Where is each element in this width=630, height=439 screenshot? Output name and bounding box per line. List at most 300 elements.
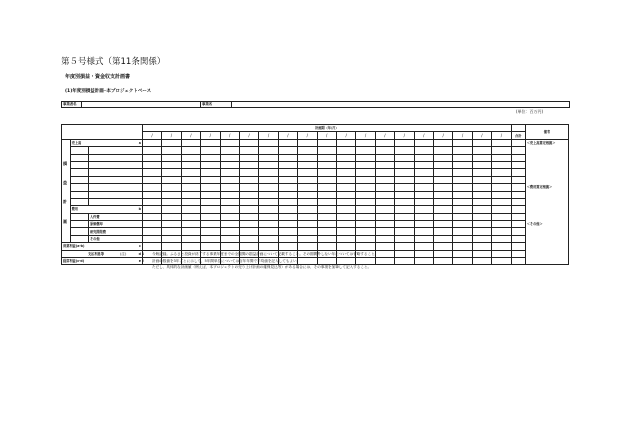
value-cell[interactable] (181, 235, 200, 242)
value-cell[interactable] (220, 213, 239, 220)
value-cell[interactable] (492, 176, 512, 183)
value-cell[interactable] (492, 198, 512, 205)
value-cell[interactable] (259, 191, 278, 198)
period-cell[interactable]: / (336, 132, 355, 139)
value-cell[interactable] (317, 147, 336, 154)
value-cell[interactable] (162, 139, 181, 146)
value-cell[interactable] (162, 243, 181, 250)
value-cell[interactable] (317, 169, 336, 176)
value-cell[interactable] (298, 147, 317, 154)
period-cell[interactable]: / (181, 132, 200, 139)
value-cell[interactable] (220, 154, 239, 161)
period-cell[interactable]: / (375, 132, 394, 139)
value-cell[interactable] (433, 235, 452, 242)
value-cell[interactable] (414, 198, 433, 205)
remarks-cell[interactable]: ＜売上高算定根拠＞ (525, 139, 568, 146)
value-cell[interactable] (298, 213, 317, 220)
total-cell[interactable] (511, 221, 525, 228)
value-cell[interactable] (336, 147, 355, 154)
value-cell[interactable] (433, 169, 452, 176)
value-cell[interactable] (375, 176, 394, 183)
value-cell[interactable] (395, 213, 414, 220)
value-cell[interactable] (433, 221, 452, 228)
value-cell[interactable] (336, 228, 355, 235)
value-cell[interactable] (395, 184, 414, 191)
value-cell[interactable] (472, 250, 491, 257)
value-cell[interactable] (259, 243, 278, 250)
value-cell[interactable] (278, 243, 297, 250)
period-cell[interactable]: / (317, 132, 336, 139)
value-cell[interactable] (453, 161, 472, 168)
value-cell[interactable] (317, 184, 336, 191)
value-cell[interactable] (278, 198, 297, 205)
period-cell[interactable]: / (395, 132, 414, 139)
remarks-cell[interactable] (525, 176, 568, 183)
value-cell[interactable] (162, 235, 181, 242)
value-cell[interactable] (181, 176, 200, 183)
total-cell[interactable] (511, 191, 525, 198)
value-cell[interactable] (356, 139, 375, 146)
value-cell[interactable] (298, 191, 317, 198)
value-cell[interactable] (317, 161, 336, 168)
value-cell[interactable] (162, 228, 181, 235)
value-cell[interactable] (259, 206, 278, 213)
value-cell[interactable] (395, 198, 414, 205)
value-cell[interactable] (317, 228, 336, 235)
value-cell[interactable] (259, 169, 278, 176)
value-cell[interactable] (414, 243, 433, 250)
value-cell[interactable] (375, 221, 394, 228)
value-cell[interactable] (259, 221, 278, 228)
value-cell[interactable] (492, 235, 512, 242)
value-cell[interactable] (201, 198, 220, 205)
value-cell[interactable] (356, 235, 375, 242)
period-cell[interactable]: / (433, 132, 452, 139)
value-cell[interactable] (298, 161, 317, 168)
value-cell[interactable] (375, 139, 394, 146)
value-cell[interactable] (201, 169, 220, 176)
value-cell[interactable] (453, 154, 472, 161)
value-cell[interactable] (317, 191, 336, 198)
value-cell[interactable] (356, 228, 375, 235)
value-cell[interactable] (181, 206, 200, 213)
value-cell[interactable] (298, 154, 317, 161)
value-cell[interactable] (453, 184, 472, 191)
value-cell[interactable] (181, 154, 200, 161)
value-cell[interactable] (220, 169, 239, 176)
value-cell[interactable] (472, 191, 491, 198)
value-cell[interactable] (472, 206, 491, 213)
value-cell[interactable] (375, 147, 394, 154)
value-cell[interactable] (298, 235, 317, 242)
value-cell[interactable] (492, 184, 512, 191)
value-cell[interactable] (201, 206, 220, 213)
value-cell[interactable] (181, 161, 200, 168)
value-cell[interactable] (472, 198, 491, 205)
value-cell[interactable] (142, 213, 161, 220)
value-cell[interactable] (298, 139, 317, 146)
value-cell[interactable] (472, 258, 491, 265)
value-cell[interactable] (239, 169, 258, 176)
value-cell[interactable] (142, 228, 161, 235)
value-cell[interactable] (492, 258, 512, 265)
value-cell[interactable] (472, 213, 491, 220)
value-cell[interactable] (356, 169, 375, 176)
value-cell[interactable] (395, 169, 414, 176)
value-cell[interactable] (453, 235, 472, 242)
value-cell[interactable] (220, 176, 239, 183)
value-cell[interactable] (142, 191, 161, 198)
value-cell[interactable] (220, 139, 239, 146)
value-cell[interactable] (414, 176, 433, 183)
total-cell[interactable] (511, 184, 525, 191)
value-cell[interactable] (181, 139, 200, 146)
remarks-cell[interactable] (525, 206, 568, 213)
total-cell[interactable] (511, 154, 525, 161)
value-cell[interactable] (201, 228, 220, 235)
value-cell[interactable] (317, 221, 336, 228)
value-cell[interactable] (336, 191, 355, 198)
value-cell[interactable] (317, 213, 336, 220)
remarks-cell[interactable] (525, 235, 568, 242)
value-cell[interactable] (395, 228, 414, 235)
value-cell[interactable] (433, 191, 452, 198)
value-cell[interactable] (278, 213, 297, 220)
value-cell[interactable] (336, 154, 355, 161)
value-cell[interactable] (278, 184, 297, 191)
value-cell[interactable] (336, 169, 355, 176)
value-cell[interactable] (492, 206, 512, 213)
value-cell[interactable] (259, 235, 278, 242)
period-cell[interactable]: / (142, 132, 161, 139)
value-cell[interactable] (414, 139, 433, 146)
value-cell[interactable] (220, 221, 239, 228)
value-cell[interactable] (453, 258, 472, 265)
value-cell[interactable] (336, 198, 355, 205)
value-cell[interactable] (298, 206, 317, 213)
value-cell[interactable] (414, 154, 433, 161)
value-cell[interactable] (142, 184, 161, 191)
value-cell[interactable] (298, 243, 317, 250)
value-cell[interactable] (239, 206, 258, 213)
value-cell[interactable] (414, 161, 433, 168)
value-cell[interactable] (336, 235, 355, 242)
value-cell[interactable] (433, 154, 452, 161)
value-cell[interactable] (317, 206, 336, 213)
value-cell[interactable] (472, 147, 491, 154)
value-cell[interactable] (239, 139, 258, 146)
period-cell[interactable]: / (298, 132, 317, 139)
value-cell[interactable] (395, 243, 414, 250)
value-cell[interactable] (395, 139, 414, 146)
period-cell[interactable]: / (162, 132, 181, 139)
value-cell[interactable] (472, 228, 491, 235)
value-cell[interactable] (433, 176, 452, 183)
value-cell[interactable] (317, 235, 336, 242)
total-cell[interactable] (511, 258, 525, 265)
value-cell[interactable] (278, 191, 297, 198)
remarks-cell[interactable] (525, 169, 568, 176)
value-cell[interactable] (201, 184, 220, 191)
value-cell[interactable] (336, 176, 355, 183)
value-cell[interactable] (414, 221, 433, 228)
value-cell[interactable] (259, 198, 278, 205)
sub-label-cell[interactable] (88, 176, 142, 183)
value-cell[interactable] (414, 184, 433, 191)
total-cell[interactable] (511, 161, 525, 168)
value-cell[interactable] (433, 250, 452, 257)
period-cell[interactable]: / (278, 132, 297, 139)
sub-label-cell[interactable] (88, 161, 142, 168)
value-cell[interactable] (375, 191, 394, 198)
value-cell[interactable] (239, 176, 258, 183)
value-cell[interactable] (433, 213, 452, 220)
value-cell[interactable] (201, 213, 220, 220)
value-cell[interactable] (336, 184, 355, 191)
value-cell[interactable] (336, 161, 355, 168)
value-cell[interactable] (142, 221, 161, 228)
total-cell[interactable] (511, 243, 525, 250)
value-cell[interactable] (492, 191, 512, 198)
value-cell[interactable] (492, 139, 512, 146)
value-cell[interactable] (433, 228, 452, 235)
value-cell[interactable] (395, 191, 414, 198)
value-cell[interactable] (414, 250, 433, 257)
value-cell[interactable] (414, 206, 433, 213)
value-cell[interactable] (142, 235, 161, 242)
value-cell[interactable] (298, 221, 317, 228)
value-cell[interactable] (472, 243, 491, 250)
value-cell[interactable] (201, 235, 220, 242)
value-cell[interactable] (414, 147, 433, 154)
value-cell[interactable] (162, 176, 181, 183)
value-cell[interactable] (375, 243, 394, 250)
period-cell[interactable]: / (414, 132, 433, 139)
value-cell[interactable] (142, 161, 161, 168)
value-cell[interactable] (278, 147, 297, 154)
value-cell[interactable] (239, 154, 258, 161)
value-cell[interactable] (433, 198, 452, 205)
value-cell[interactable] (375, 184, 394, 191)
value-cell[interactable] (395, 147, 414, 154)
value-cell[interactable] (142, 169, 161, 176)
value-cell[interactable] (239, 213, 258, 220)
remarks-cell[interactable] (525, 258, 568, 265)
period-cell[interactable]: / (356, 132, 375, 139)
value-cell[interactable] (181, 228, 200, 235)
value-cell[interactable] (492, 147, 512, 154)
value-cell[interactable] (142, 147, 161, 154)
value-cell[interactable] (239, 147, 258, 154)
value-cell[interactable] (162, 154, 181, 161)
value-cell[interactable] (453, 169, 472, 176)
value-cell[interactable] (220, 184, 239, 191)
value-cell[interactable] (414, 213, 433, 220)
value-cell[interactable] (356, 191, 375, 198)
value-cell[interactable] (298, 184, 317, 191)
value-cell[interactable] (142, 154, 161, 161)
value-cell[interactable] (453, 139, 472, 146)
sub-label-cell[interactable] (88, 154, 142, 161)
value-cell[interactable] (453, 191, 472, 198)
value-cell[interactable] (278, 206, 297, 213)
total-cell[interactable] (511, 176, 525, 183)
value-cell[interactable] (375, 213, 394, 220)
remarks-cell[interactable] (525, 147, 568, 154)
value-cell[interactable] (181, 191, 200, 198)
sub-label-cell[interactable] (88, 184, 142, 191)
remarks-cell[interactable] (525, 243, 568, 250)
remarks-cell[interactable]: ＜その他＞ (525, 221, 568, 228)
value-cell[interactable] (239, 221, 258, 228)
value-cell[interactable] (472, 154, 491, 161)
period-cell[interactable]: / (239, 132, 258, 139)
value-cell[interactable] (375, 198, 394, 205)
value-cell[interactable] (142, 198, 161, 205)
value-cell[interactable] (317, 139, 336, 146)
value-cell[interactable] (472, 139, 491, 146)
value-cell[interactable] (298, 198, 317, 205)
sub-label-cell[interactable] (88, 169, 142, 176)
value-cell[interactable] (278, 176, 297, 183)
value-cell[interactable] (395, 154, 414, 161)
value-cell[interactable] (142, 206, 161, 213)
value-cell[interactable] (375, 228, 394, 235)
value-cell[interactable] (181, 243, 200, 250)
value-cell[interactable] (278, 161, 297, 168)
operator-value[interactable] (82, 102, 201, 108)
value-cell[interactable] (414, 191, 433, 198)
value-cell[interactable] (181, 169, 200, 176)
value-cell[interactable] (492, 243, 512, 250)
value-cell[interactable] (492, 161, 512, 168)
value-cell[interactable] (181, 221, 200, 228)
value-cell[interactable] (472, 169, 491, 176)
value-cell[interactable] (395, 206, 414, 213)
value-cell[interactable] (181, 213, 200, 220)
value-cell[interactable] (317, 154, 336, 161)
value-cell[interactable] (278, 235, 297, 242)
value-cell[interactable] (356, 206, 375, 213)
value-cell[interactable] (492, 213, 512, 220)
value-cell[interactable] (201, 147, 220, 154)
remarks-cell[interactable] (525, 191, 568, 198)
value-cell[interactable] (433, 184, 452, 191)
value-cell[interactable] (356, 198, 375, 205)
value-cell[interactable] (278, 154, 297, 161)
value-cell[interactable] (414, 228, 433, 235)
value-cell[interactable] (278, 221, 297, 228)
value-cell[interactable] (433, 139, 452, 146)
value-cell[interactable] (259, 184, 278, 191)
remarks-cell[interactable] (525, 154, 568, 161)
value-cell[interactable] (414, 258, 433, 265)
value-cell[interactable] (220, 243, 239, 250)
value-cell[interactable] (375, 235, 394, 242)
value-cell[interactable] (142, 139, 161, 146)
value-cell[interactable] (395, 176, 414, 183)
remarks-cell[interactable]: ＜費用算定根拠＞ (525, 184, 568, 191)
value-cell[interactable] (239, 235, 258, 242)
value-cell[interactable] (433, 206, 452, 213)
value-cell[interactable] (433, 243, 452, 250)
value-cell[interactable] (375, 154, 394, 161)
value-cell[interactable] (220, 235, 239, 242)
value-cell[interactable] (239, 191, 258, 198)
value-cell[interactable] (375, 169, 394, 176)
value-cell[interactable] (375, 206, 394, 213)
value-cell[interactable] (453, 147, 472, 154)
value-cell[interactable] (181, 198, 200, 205)
total-cell[interactable] (511, 139, 525, 146)
total-cell[interactable] (511, 228, 525, 235)
value-cell[interactable] (336, 139, 355, 146)
value-cell[interactable] (201, 191, 220, 198)
value-cell[interactable] (492, 228, 512, 235)
value-cell[interactable] (162, 198, 181, 205)
value-cell[interactable] (317, 198, 336, 205)
value-cell[interactable] (356, 147, 375, 154)
value-cell[interactable] (162, 147, 181, 154)
value-cell[interactable] (298, 176, 317, 183)
value-cell[interactable] (201, 176, 220, 183)
value-cell[interactable] (356, 161, 375, 168)
value-cell[interactable] (433, 147, 452, 154)
value-cell[interactable] (162, 184, 181, 191)
value-cell[interactable] (162, 206, 181, 213)
value-cell[interactable] (220, 191, 239, 198)
remarks-cell[interactable] (525, 228, 568, 235)
total-cell[interactable] (511, 147, 525, 154)
period-cell[interactable]: / (220, 132, 239, 139)
value-cell[interactable] (395, 221, 414, 228)
value-cell[interactable] (453, 250, 472, 257)
total-cell[interactable] (511, 198, 525, 205)
value-cell[interactable] (162, 161, 181, 168)
value-cell[interactable] (220, 228, 239, 235)
value-cell[interactable] (472, 161, 491, 168)
total-cell[interactable] (511, 213, 525, 220)
value-cell[interactable] (220, 161, 239, 168)
total-cell[interactable] (511, 206, 525, 213)
remarks-cell[interactable] (525, 213, 568, 220)
value-cell[interactable] (356, 176, 375, 183)
value-cell[interactable] (336, 206, 355, 213)
value-cell[interactable] (181, 147, 200, 154)
remarks-cell[interactable] (525, 250, 568, 257)
period-cell[interactable]: / (453, 132, 472, 139)
value-cell[interactable] (278, 228, 297, 235)
period-cell[interactable]: / (472, 132, 491, 139)
value-cell[interactable] (278, 139, 297, 146)
value-cell[interactable] (162, 213, 181, 220)
value-cell[interactable] (472, 184, 491, 191)
value-cell[interactable] (356, 221, 375, 228)
value-cell[interactable] (414, 235, 433, 242)
value-cell[interactable] (492, 221, 512, 228)
value-cell[interactable] (142, 176, 161, 183)
value-cell[interactable] (472, 235, 491, 242)
project-value[interactable] (232, 102, 570, 108)
value-cell[interactable] (239, 243, 258, 250)
value-cell[interactable] (162, 221, 181, 228)
value-cell[interactable] (492, 154, 512, 161)
value-cell[interactable] (453, 213, 472, 220)
value-cell[interactable] (472, 221, 491, 228)
value-cell[interactable] (356, 154, 375, 161)
value-cell[interactable] (259, 161, 278, 168)
value-cell[interactable] (453, 206, 472, 213)
